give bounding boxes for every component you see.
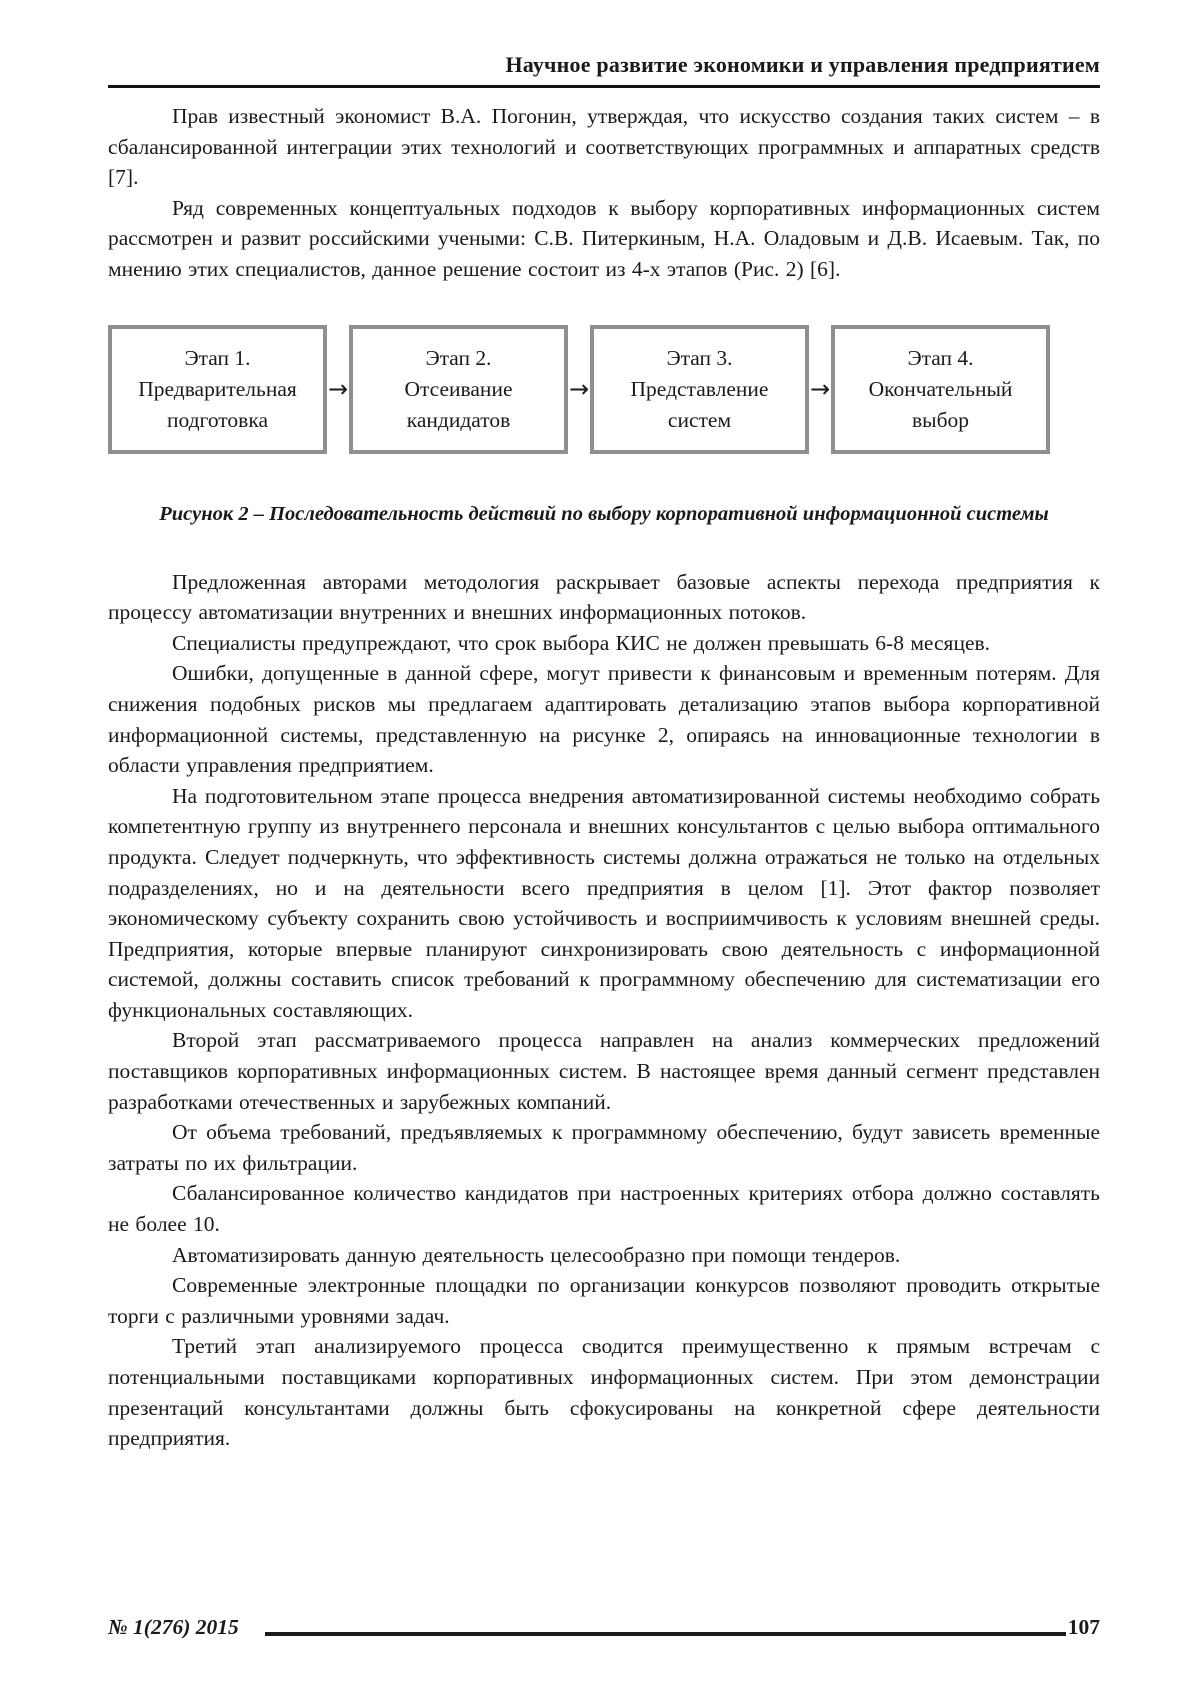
running-header-title: Научное развитие экономики и управления предприятием	[108, 52, 1100, 88]
footer-rule	[265, 1632, 1066, 1636]
stage-title: Этап 2.	[425, 345, 492, 370]
page-footer	[108, 1614, 1100, 1640]
paragraph: Автоматизировать данную деятельность целесообразно при помощи тендеров.	[172, 1242, 901, 1267]
flowchart-stage-2	[349, 325, 568, 454]
figure-caption: Рисунок 2 – Последовательность действий по выбору корпоративной информационной системы	[159, 502, 1049, 525]
stage-title: Этап 4.	[907, 345, 974, 370]
paragraph: Третий этап анализируемого процесса сводится преимущественно к прямым встречам с потенциальными поставщиками корпоративных информационных систем. При этом демонстрации презентаций консультантами должны быть сфокусированы на конкретной сфере деятельности предприятия.	[108, 1334, 1100, 1451]
paragraph: Специалисты предупреждают, что срок выбора КИС не должен превышать 6-8 месяцев.	[172, 630, 991, 655]
stage-title: Этап 3.	[666, 345, 733, 370]
journal-issue-label: № 1(276) 2015	[108, 1615, 239, 1639]
flowchart	[108, 325, 1050, 454]
paragraph: На подготовительном этапе процесса внедрения автоматизированной системы необходимо собрать компетентную группу из внутреннего персонала и внешних консультантов с целью выбора оптимального продукта. Следует подчеркнуть, что эффективность системы должна отражаться не только на отдельных подразделениях, но и на деятельности всего предприятия в целом [1]. Этот фактор позволяет экономическому субъекту сохранить свою устойчивость и восприимчивость к условиям внешней среды. Предприятия, которые впервые планируют синхронизировать свою деятельность с информационной системой, должны составить список требований к программному обеспечению для систематизации его функциональных составляющих.	[108, 783, 1100, 1022]
stage-label: Представление систем	[630, 376, 769, 432]
figure-2	[108, 325, 1100, 527]
body-text-block	[108, 567, 1100, 1454]
paragraph: Современные электронные площадки по организации конкурсов позволяют проводить открытые торги с различными уровнями задач.	[108, 1273, 1100, 1328]
arrow-right-icon: →	[809, 375, 831, 404]
paragraph: Предложенная авторами методология раскрывает базовые аспекты перехода предприятия к процессу автоматизации внутренних и внешних информационных потоков.	[108, 569, 1100, 625]
arrow-right-icon: →	[568, 375, 590, 404]
paragraph: Второй этап рассматриваемого процесса направлен на анализ коммерческих предложений поставщиков корпоративных информационных систем. В настоящее время данный сегмент представлен разработками отечественных и зарубежных компаний.	[108, 1028, 1100, 1114]
paragraph: Ряд современных концептуальных подходов к выбору корпоративных информационных систем рассмотрен и развит российскими учеными: С.В. Питеркиным, Н.А. Оладовым и Д.В. Исаевым. Так, по мнению этих специалистов, данное решение состоит из 4-х этапов (Рис. 2) [6].	[108, 195, 1100, 281]
flowchart-stage-1	[108, 325, 327, 454]
stage-label: Предварительная подготовка	[138, 376, 297, 432]
flowchart-stage-4	[831, 325, 1050, 454]
stage-title: Этап 1.	[184, 345, 251, 370]
arrow-right-icon: →	[327, 375, 349, 404]
paragraph: Сбалансированное количество кандидатов при настроенных критериях отбора должно составлять не более 10.	[108, 1181, 1100, 1237]
intro-text-block	[108, 101, 1100, 285]
flowchart-stage-3	[590, 325, 809, 454]
stage-label: Окончательный выбор	[868, 376, 1013, 432]
paragraph: Ошибки, допущенные в данной сфере, могут привести к финансовым и временным потерям. Для снижения подобных рисков мы предлагаем адаптировать детализацию этапов выбора корпоративной информационной системы, представленную на рисунке 2, опираясь на инновационные технологии в области управления предприятием.	[108, 661, 1100, 778]
paragraph: От объема требований, предъявляемых к программному обеспечению, будут зависеть временные затраты по их фильтрации.	[108, 1120, 1100, 1175]
stage-label: Отсеивание кандидатов	[404, 376, 513, 432]
paragraph: Прав известный экономист В.А. Погонин, утверждая, что искусство создания таких систем – в сбалансированной интеграции этих технологий и соответствующих программных и аппаратных средств [7].	[108, 104, 1100, 190]
page-number: 107	[1067, 1615, 1100, 1639]
